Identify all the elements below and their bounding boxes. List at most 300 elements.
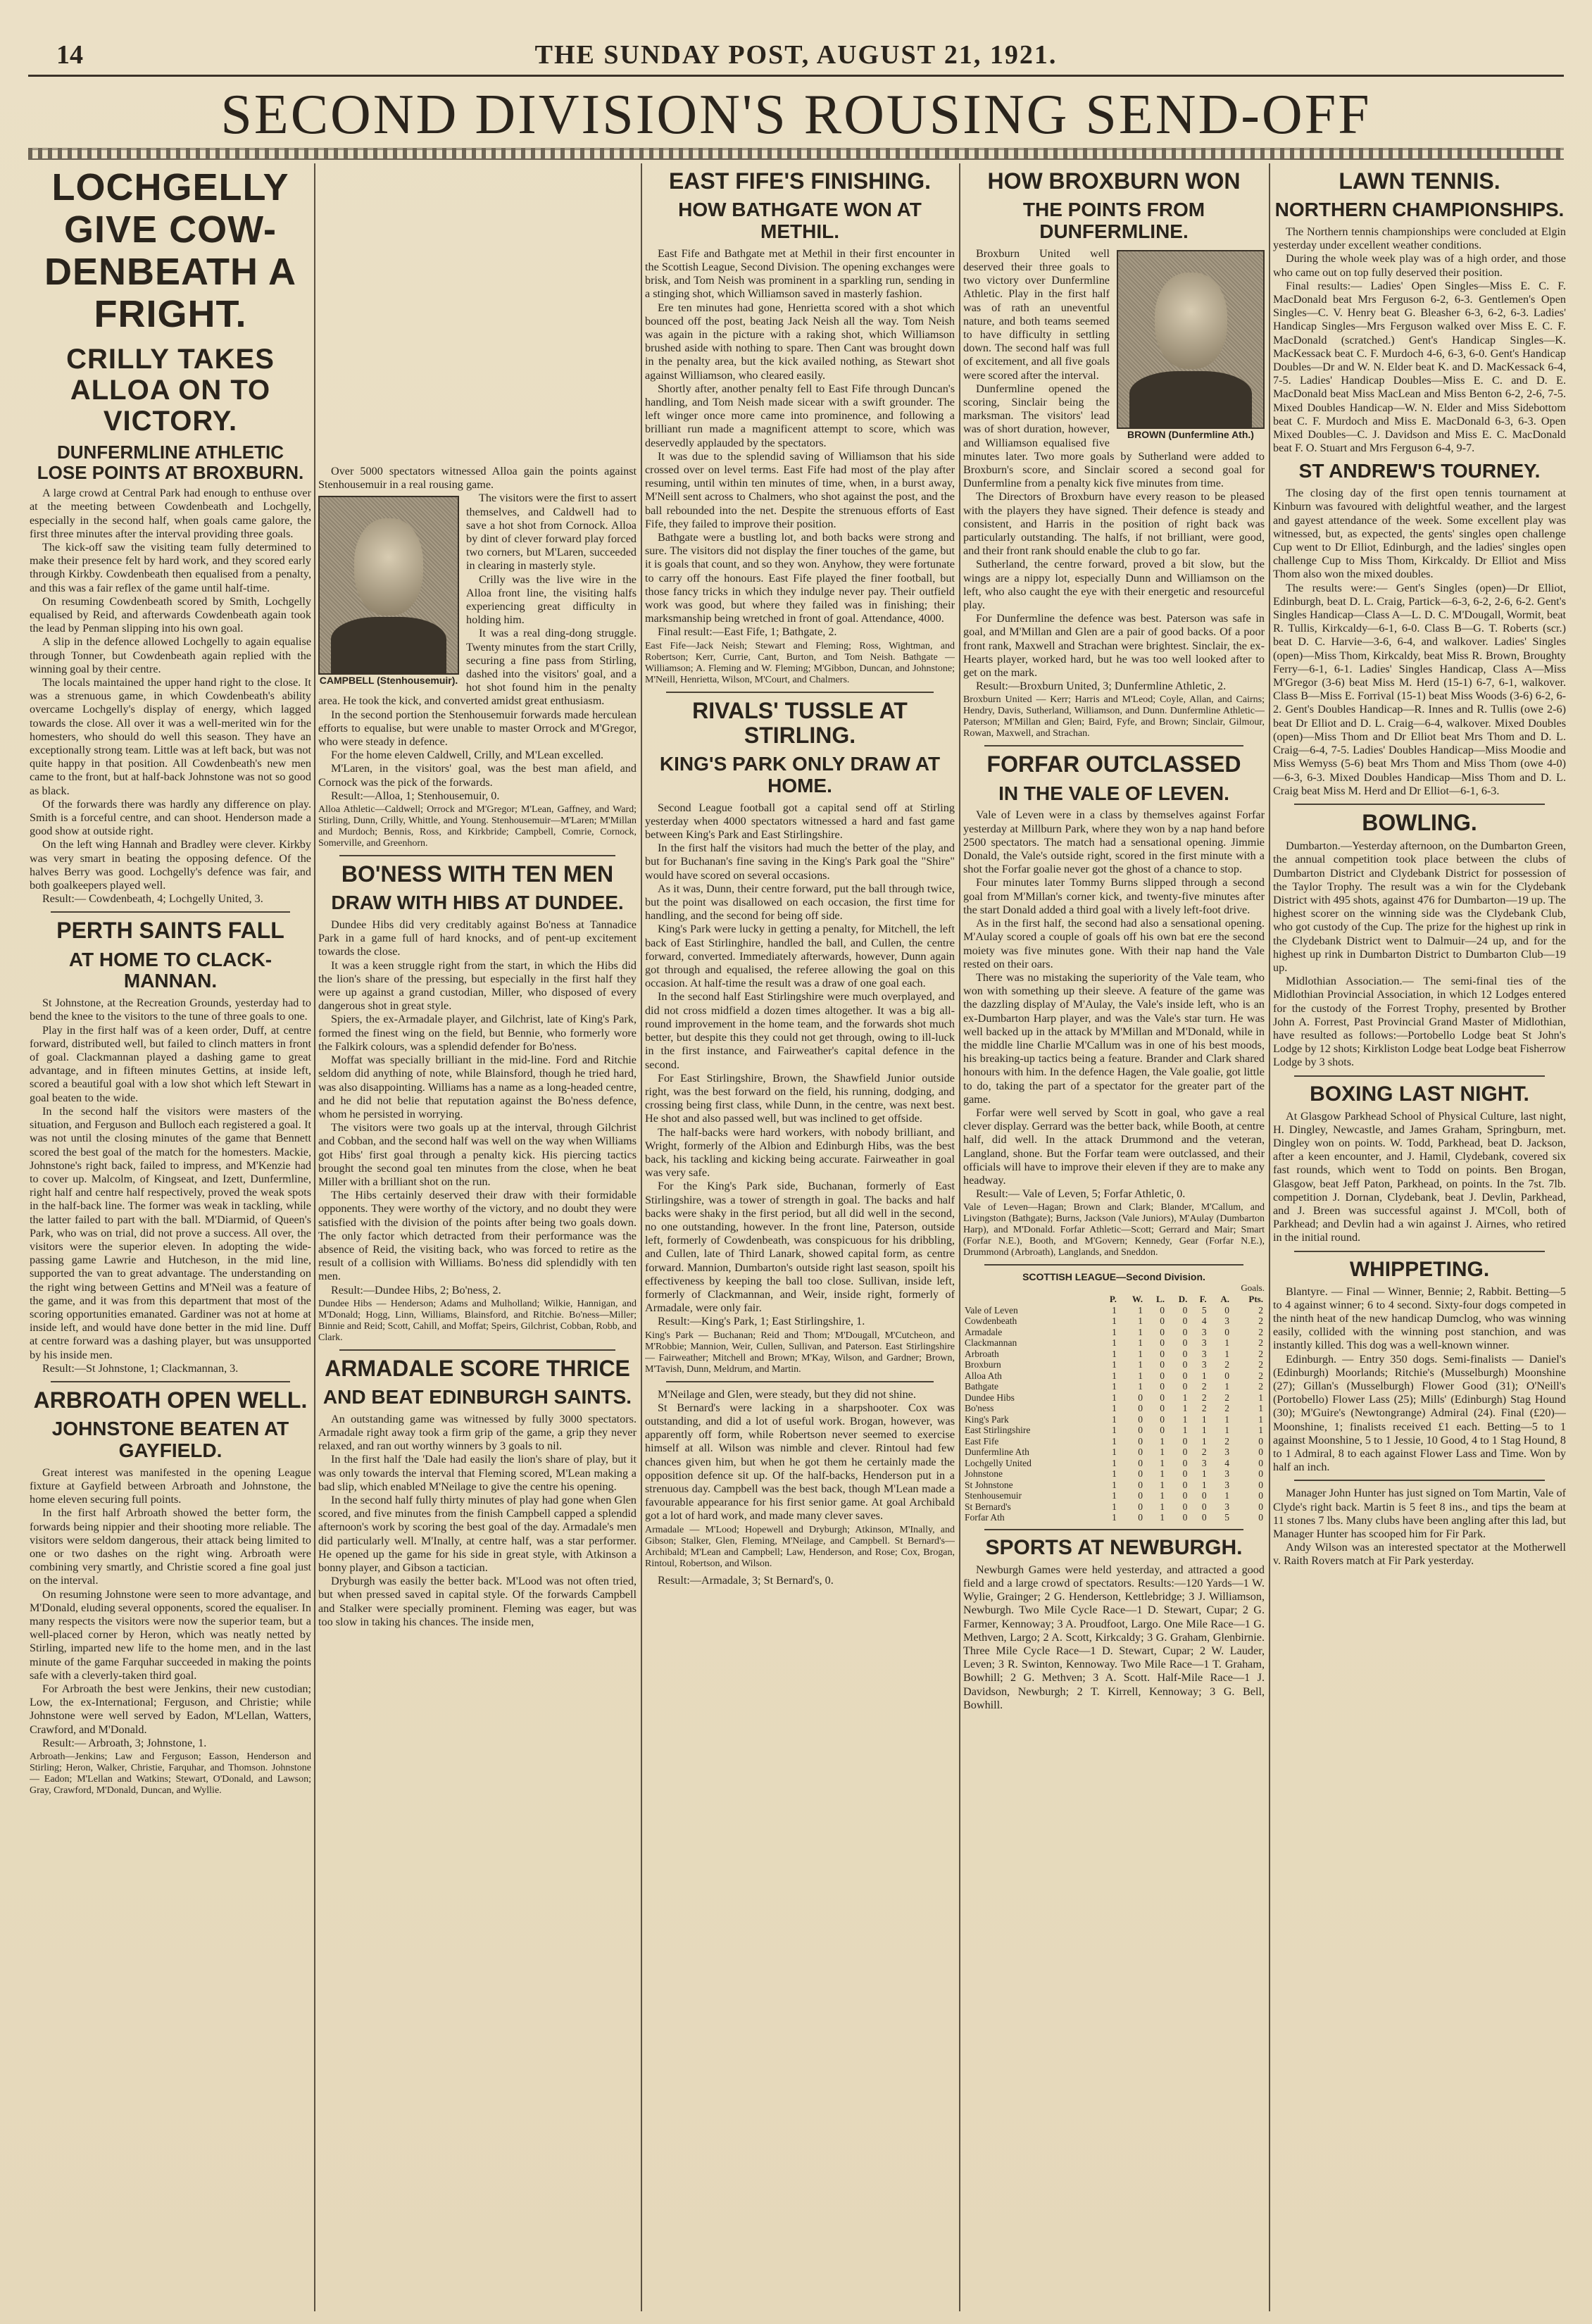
league-table-cell: 1 [1182, 1392, 1188, 1403]
league-table-row [963, 1480, 1265, 1491]
article-paragraph: For Dunfermline the defence was best. Paterson was safe in goal, and M'Millan and Glen are a pair of good backs. Of a poor front rank, Maxwell and Strachan were brightest. Sinclair, the ex-Hearts player, worked hard, but he was too well looked after to get on the mark. [963, 612, 1265, 680]
divider [51, 911, 290, 913]
league-table-cell: 0 [1138, 1403, 1143, 1414]
article-paragraph: As it was, Dunn, their centre forward, put the ball through twice, but the point was disallowed on each occasion, the first time for handling, and the second for being off side. [645, 882, 955, 923]
article-paragraph: For the King's Park side, Buchanan, formerly of East Stirlingshire, was a tower of strength in goal. The backs and half backs were shaky in the first period, but all did well in the second, no one outstanding, however. In the front line, Paterson, outside left, formerly of Cowdenbeath, was conspicuous for his dribbling, and Cullen, late of Third Lanark, showed capital form, as centre forward. Mannion, Dumbarton's outside right last season, spoilt his effectiveness by keeping the ball too close. Sullivan, inside left, formerly of Clackmannan, and Weir, inside right, formerly of Armadale, were only fair. [645, 1180, 955, 1315]
divider [1294, 1075, 1545, 1077]
league-table-cell: 1 [1138, 1348, 1143, 1359]
league-team-name: East Fife [965, 1435, 999, 1447]
article-paragraph: Bathgate were a bustling lot, and both backs were strong and sure. The visitors did not display the finer touches of the game, but it is goals that count, and so they won. Anyhow, they were fortunate to carry off the honours. East Fife played the finer football, but those fancy tricks in which they indulge never pay. Their outfield work was good, but where they failed was in finishing; their marksmanship being wretched in front of goal. Attendance, 4000. [645, 531, 955, 625]
article-paragraph: The locals maintained the upper hand right to the close. It was a strenuous game, in which Cowdenbeath's ability overcame Lochgelly's display of energy, which lagged towards the close. All over it was a well-merited win for the homesters, who should do well this season. They have an exceptionally strong team. Little was at left back, but was not quite happy in that position. All Cowdenbeath's new men came to the front, but at half-back Johnstone was not so good as black. [30, 676, 311, 797]
league-table-goals-label: Goals. [1241, 1282, 1265, 1294]
league-team-name: Broxburn [965, 1359, 1001, 1370]
masthead [56, 39, 1536, 70]
league-table-cell: 1 [1138, 1304, 1143, 1316]
league-table-cell: 4 [1224, 1457, 1230, 1468]
league-team-name: Johnstone [965, 1468, 1003, 1480]
column-3 [645, 163, 955, 2311]
league-team-name: Vale of Leven [965, 1304, 1018, 1316]
article-paragraph: Over 5000 spectators witnessed Alloa gain the points against Stenhousemuir in a real rousing game. [318, 465, 637, 492]
article-paragraph: Second League football got a capital send off at Stirling yesterday when 4000 spectators witnessed a hard and fast game between King's Park and East Stirlingshire. [645, 801, 955, 842]
league-table-cell: 2 [1258, 1348, 1263, 1359]
article-paragraph: The half-backs were hard workers, with nobody brilliant, and Wright, formerly of the Albion and Edinburgh Hibs, was the best back, his tackling and kicking being accurate. Fairweather in goal was very safe. [645, 1125, 955, 1180]
league-table-cell: 0 [1160, 1359, 1165, 1370]
league-table-cell: 1 [1138, 1316, 1143, 1327]
league-table-cell: 0 [1138, 1468, 1143, 1480]
league-team-name: Clackmannan [965, 1337, 1017, 1349]
photo-block [963, 247, 1265, 491]
league-table-cell: 1 [1201, 1479, 1207, 1490]
league-table-cell: 5 [1201, 1304, 1207, 1316]
league-table-cell: 1 [1201, 1425, 1207, 1436]
headline-newburgh: SPORTS AT NEWBURGH. [985, 1535, 1243, 1559]
league-table-cell: 1 [1138, 1370, 1143, 1381]
article-paragraph: St Bernard's were lacking in a sharpshooter. Cox was outstanding, and did a lot of useful work. Brogan, however, was apparently off form, while Robertson never seemed to exercise himself at all. Wilson was nimble and clever. Rintoul had few chances given him, but when he got them he certainly made the opposition defence sit up. Of the half-backs, Henderson put in a strenuous day. Campbell was the best back, though M'Lean made a favourable appearance for his first senior game. At goal Archibald got a lot of hard work, and made many clever saves. [645, 1401, 955, 1523]
article-paragraph: On resuming Cowdenbeath scored by Smith, Lochgelly equalised by Reid, and afterwards Cowdenbeath again took the lead by Penman slipping into his own goal. [30, 594, 311, 635]
league-table-cell: 0 [1160, 1348, 1165, 1359]
league-table-cell: 0 [1182, 1490, 1188, 1501]
portrait-photo [318, 496, 459, 675]
league-table-cell: 1 [1160, 1457, 1165, 1468]
photo-caption: BROWN (Dunfermline Ath.) [1127, 428, 1254, 440]
league-table-row [963, 1316, 1265, 1327]
match-result: Result:— Cowdenbeath, 4; Lochgelly United, 3. [42, 892, 263, 906]
article-paragraph: The Directors of Broxburn have every reason to be pleased with the players they have signed. Their defence is steady and consistent, and Harris in the position of right back was particularly outstanding. The halfs, if not brilliant, were good, and their front rank should enable the club to go far. [963, 490, 1265, 558]
article-paragraph: In the second portion the Stenhousemuir forwards made herculean efforts to equalise, but were unable to master Orrock and M'Gregor, who were steady in defence. [318, 708, 637, 749]
league-table-row [963, 1392, 1265, 1404]
article-paragraph: A slip in the defence allowed Lochgelly to again equalise through Tonner, but Cowdenbeath again replied with the winning goal by their centre. [30, 635, 311, 675]
article-paragraph: Forfar were well served by Scott in goal, who gave a real clever display. Gerrard was the better back, while Booth, at centre half, did well. In the attack Drummond and the veteran, Langland, shone. But the Forfar team were outclassed, and their officials will have to improve their eleven if they are to make any headway. [963, 1106, 1265, 1187]
headline-armadale: ARMADALE SCORE THRICE [325, 1355, 630, 1381]
article-paragraph: Manager John Hunter has just signed on Tom Martin, Vale of Clyde's right back. Martin is 5 feet 8 ins., and tips the beam at 11 stones 7 lbs. Many clubs have been angling after this lad, but Manager Hunter has scooped him for Fir Park. [1273, 1487, 1566, 1541]
article-paragraph: Dunfermline opened the scoring, Sinclair being the marksman. The visitors' lead was of short duration, however, and Williamson equalised five minutes later. Two more goals by Sutherland were added to Broxburn's score, and Sinclair scored a second goal for Dunfermline from a penalty kick five minutes from time. [963, 382, 1265, 490]
league-table-header-cell: W. [1132, 1294, 1143, 1305]
league-table-cell: 2 [1258, 1370, 1263, 1381]
league-table-cell: 3 [1224, 1479, 1230, 1490]
league-table-cell: 0 [1224, 1304, 1230, 1316]
article-paragraph: In the second half fully thirty minutes of play had gone when Glen scored, and five minutes from the finish Campbell capped a splendid afternoon's work by scoring the best goal of the day. Armadale's men did particularly well. M'Inally, at centre half, was a star performer. He opened up the game for his side in great style, with Atkinson a bonny player, and Gibson a tactician. [318, 1493, 637, 1574]
league-table-cell: 1 [1224, 1413, 1230, 1425]
headline-arbroath: ARBROATH OPEN WELL. [33, 1387, 308, 1413]
league-table-cell: 2 [1258, 1304, 1263, 1316]
league-table-cell: 0 [1160, 1304, 1165, 1316]
league-table-cell: 0 [1160, 1425, 1165, 1436]
league-table-row [963, 1490, 1265, 1501]
league-team-name: St Johnstone [965, 1479, 1013, 1490]
league-table-cell: 0 [1182, 1359, 1188, 1370]
article-paragraph: The Northern tennis championships were concluded at Elgin yesterday under excellent weather conditions. [1273, 225, 1566, 252]
article-paragraph: The results were:— Gent's Singles (open)—Dr Elliot, Edinburgh, beat D. L. Craig, Partick—6-3, 6-2, 2-6, 6-2. Gent's Singles Handicap—Class A—L. D. C. M'Dougall, Wormit, beat R. Tullis, Kirkcaldy—6-1, 6-0. Class B—G. T. Roberts (scr.) beat D. C. Harvie—3-6, 6-4, and walkover. Ladies' Singles (open)—Miss Thom, Kirkcaldy, beat Miss R. Brown, Broughty Ferry—6-1, 6-1. Ladies' Singles Handicap, Class A—Miss M'Gregor (3-6) beat Miss M. Herd (15-1) 6-7, 6-1, walkover. Class B—Miss E. Forrival (15-1) beat Miss Woods (3-6) 6-2, 6-2. Gent's Doubles Handicap—R. Innes and R. Tullis (owe 2-6) beat Dr Elliot and D. L. Craig—6-4, walkover. Mixed Doubles (open)—Miss Thom and Dr Elliot beat Mrs Thom and D. L. Craig—6-4, 7-5. Ladies' Doubles Handicap—Miss Moodie and Miss Wemyss (5-6) beat Mrs Thom and Miss Thom (owe 4-0)—6-3, 6-3. Mixed Doubles Handicap—Miss Thom and D. L. Craig beat Miss M. Herd and Dr Elliot—6-1, 6-3. [1273, 581, 1566, 797]
league-table-cell: 0 [1258, 1447, 1263, 1458]
league-table-cell: 2 [1258, 1326, 1263, 1337]
league-table-cell: 1 [1182, 1403, 1188, 1414]
column-4 [963, 163, 1265, 2311]
league-table-cell: 1 [1112, 1348, 1117, 1359]
league-team-name: Alloa Ath [965, 1370, 1002, 1381]
ornamental-border [28, 148, 1564, 160]
league-table-cell: 1 [1112, 1337, 1117, 1349]
league-table-header-cell [963, 1294, 1099, 1305]
league-table-cell: 0 [1160, 1392, 1165, 1403]
league-table-cell: 0 [1160, 1316, 1165, 1327]
league-table-row [963, 1403, 1265, 1414]
league-table-cell: 0 [1224, 1370, 1230, 1381]
league-table-header-cell: F. [1199, 1294, 1207, 1305]
league-table-cell: 1 [1258, 1425, 1263, 1436]
article-paragraph: In the second half the visitors were masters of the situation, and Ferguson and Bulloch each registered a goal. It was not until the closing minutes of the game that Bennett scored the best goal of the match for the homesters. Mackie, Johnstone's right back, failed to impress, and M'Kenzie had to cover up. Malcolm, of Kingseat, and Izett, Dunfermline, right half and centre half respectively, proved the weak spots in the half-back line. The former was weak in tackling, while the latter failed to part with the ball. M'Diarmid, of Queen's Park, who was on trial, did not prove a success. All over, the visitors were the superior eleven. In adopting the wide-passing game Lawrie and Hutcheson, in the mid line, supported the van to great advantage. The understanding on the right wing between Gettins and M'Neil was a feature of the game, and it was from this department that most of the scoring opportunities emanated. Gardiner was not at home at inside left, and would have done better in the mid line. Duff at centre forward was a dashing player, but was unsupported by his inside men. [30, 1104, 311, 1361]
divider [51, 1381, 290, 1382]
league-table-cell: 1 [1201, 1468, 1207, 1480]
league-table-cell: 0 [1160, 1413, 1165, 1425]
league-team-name: King's Park [965, 1413, 1009, 1425]
league-table-cell: 1 [1138, 1326, 1143, 1337]
divider [666, 692, 934, 693]
league-table-cell: 1 [1160, 1447, 1165, 1458]
league-table-header-cell: A. [1220, 1294, 1230, 1305]
divider [1294, 804, 1545, 805]
league-table-cell: 1 [1112, 1413, 1117, 1425]
league-table-cell: 2 [1258, 1359, 1263, 1370]
column-1 [30, 163, 311, 2311]
league-table-cell: 0 [1201, 1490, 1207, 1501]
team-lineups: Arbroath—Jenkins; Law and Ferguson; Easson, Henderson and Stirling; Heron, Walker, Christie, Farquhar, and Thomson. Johnstone — Eadon; M'Lellan and Watkins; Stewart, O'Donald, and Lawson; Gray, Crawford, M'Donald, Duncan, and Wyllie. [30, 1751, 311, 1796]
league-table-cell: 3 [1201, 1326, 1207, 1337]
league-table-cell: 1 [1201, 1435, 1207, 1447]
article-paragraph: Four minutes later Tommy Burns slipped through a second goal from M'Millan's corner kick, and twenty-five minutes after the start Donald added a third goal with a lively left-foot drive. [963, 876, 1265, 916]
subhead-dundee: DRAW WITH HIBS AT DUNDEE. [331, 892, 624, 914]
league-table-cell: 1 [1201, 1370, 1207, 1381]
headline-eastfife: EAST FIFE'S FINISHING. [668, 168, 932, 194]
portrait-photo [1117, 250, 1265, 429]
subhead-northern: NORTHERN CHAMPIONSHIPS. [1274, 199, 1565, 221]
subhead-dunfermline: DUNFERMLINE ATHLETIC LOSE POINTS AT BROXBURN. [37, 442, 304, 483]
league-table-cell: 3 [1224, 1468, 1230, 1480]
article-paragraph: A large crowd at Central Park had enough to enthuse over at the meeting between Cowdenbeath and Lochgelly, especially in the second half, when goals came galore, the first three minutes after the interval providing three goals. [30, 487, 311, 540]
league-table-cell: 1 [1112, 1403, 1117, 1414]
subhead-kingspark: KING'S PARK ONLY DRAW AT HOME. [659, 753, 941, 796]
match-result: Final result:—East Fife, 1; Bathgate, 2. [658, 625, 837, 639]
league-table-cell: 0 [1182, 1370, 1188, 1381]
league-table-cell: 0 [1182, 1304, 1188, 1316]
league-table-cell: 1 [1112, 1392, 1117, 1403]
headline-standrews: ST ANDREW'S TOURNEY. [1298, 460, 1541, 482]
league-table-row [963, 1447, 1265, 1458]
article-paragraph: In the first half Arbroath showed the better form, the forwards being nippier and their shooting more reliable. The visitors were seldom dangerous, their attack being limited to one or two dashes on the right wing. Arbroath were combining very smartly, and Christie scored a fine goal just on the interval. [30, 1506, 311, 1587]
divider [339, 855, 615, 856]
league-table-cell: 0 [1182, 1457, 1188, 1468]
league-table-cell: 1 [1112, 1457, 1117, 1468]
league-table-cell: 0 [1201, 1512, 1207, 1523]
league-table-cell: 0 [1160, 1403, 1165, 1414]
league-table-row [963, 1414, 1265, 1425]
league-table-cell: 0 [1138, 1501, 1143, 1512]
masthead-rule [28, 75, 1564, 77]
match-result: Result:—St Johnstone, 1; Clackmannan, 3. [42, 1361, 239, 1375]
league-table-cell: 1 [1112, 1435, 1117, 1447]
headline-tennis: LAWN TENNIS. [1339, 168, 1500, 194]
league-table-cell: 1 [1160, 1501, 1165, 1512]
league-table-cell: 1 [1112, 1468, 1117, 1480]
headline-boness: BO'NESS WITH TEN MEN [341, 861, 614, 887]
league-table-header-cell: P. [1109, 1294, 1117, 1305]
column-5 [1273, 163, 1566, 2311]
league-table-header-cell: D. [1178, 1294, 1188, 1305]
league-table-cell: 1 [1258, 1403, 1263, 1414]
league-table-cell: 0 [1258, 1479, 1263, 1490]
article-paragraph: The Hibs certainly deserved their draw with their formidable opponents. They were worthy of the victory, and no doubt they were satisfied with the division of the points after being two goals down. The only factor which detracted from their performance was the absence of Reid, the visiting back, who was forced to retire as the result of a collision with Williams. Bo'ness did splendidly with ten men. [318, 1189, 637, 1283]
article-paragraph: Moffat was specially brilliant in the mid-line. Ford and Ritchie seldom did anything of note, while Blainsford, though he tried hard, was also disappointing. Williams has a name as a long-headed centre, and he did not belie that reputation against the Bo'ness defence, whom he persisted in worrying. [318, 1054, 637, 1120]
league-table-cell: 0 [1138, 1413, 1143, 1425]
league-team-name: Cowdenbeath [965, 1316, 1017, 1327]
league-table-row [963, 1501, 1265, 1513]
league-team-name: Forfar Ath [965, 1512, 1005, 1523]
match-result: Result:— Vale of Leven, 5; Forfar Athletic, 0. [976, 1187, 1186, 1201]
article-paragraph: Vale of Leven were in a class by themselves against Forfar yesterday at Millburn Park, where they won by a nap hand before 2500 spectators. The match had a sensational opening. Jimmie Donald, the Vale's outside right, scored in the first minute with a shot the Forfar goalie never got the ghost of a chance to stop. [963, 808, 1265, 876]
subhead-clackmannan: AT HOME TO CLACK-MANNAN. [68, 948, 272, 992]
article-paragraph: Play in the first half was of a keen order, Duff, at centre forward, distributed well, but failed to clinch matters in front of goal. Clackmannan played a dashing game to great advantage, and in fifteen minutes Gettins, at inside left, scored a beautiful goal with a low shot which left Stewart in goal beaten to the wide. [30, 1023, 311, 1104]
article-paragraph: Ere ten minutes had gone, Henrietta scored with a shot which bounced off the post, beating Jack Neish all the way. Tom Neish was again in the picture with a raking shot, which Williamson brushed aside with nothing to spare. Then Cant was brought down in the penalty area, but the kick availed nothing, as Stewart shot against Williamson, who cleared easily. [645, 301, 955, 382]
league-table-title: SCOTTISH LEAGUE—Second Division. [1022, 1271, 1205, 1283]
article-paragraph: Great interest was manifested in the opening League fixture at Gayfield between Arbroath and Johnstone, the home eleven securing full points. [30, 1466, 311, 1506]
article-paragraph: It was a real ding-dong struggle. Twenty minutes from the start Crilly, securing a fine pass from Stirling, dashed into the visitors' goal, and a hot shot found him in the penalty area. He took the kick, and converted amidst great enthusiasm. [318, 627, 637, 708]
article-paragraph: Dryburgh was easily the better back. M'Lood was not often tried, but when pressed saved in capital style. Of the forwards Campbell and Stalker were specially prominent. Fleming was eager, but was too slow in taking his chances. The inside men, [318, 1575, 637, 1628]
match-result: Result:—Armadale, 3; St Bernard's, 0. [658, 1573, 834, 1587]
league-table-cell: 1 [1138, 1337, 1143, 1349]
article-paragraph: In the first half the visitors had much the better of the play, and but for Buchanan's fine saving in the King's Park goal the "Shire" would have scored on several occasions. [645, 842, 955, 882]
article-paragraph: M'Laren, in the visitors' goal, was the best man afield, and Cornock was the pick of the forwards. [318, 762, 637, 789]
article-paragraph: In the second half East Stirlingshire were much overplayed, and did not cross midfield a dozen times altogether. It was a big all-round improvement in the home team, and the forwards shot much better, but despite this they could not get through, owing to ill-luck in the first instance, and Fairweather's capital defence in the second. [645, 990, 955, 1071]
league-table-header-cell: Pts. [1248, 1294, 1263, 1305]
league-table-cell: 1 [1224, 1337, 1230, 1349]
league-table [963, 1294, 1265, 1523]
column-rule [959, 163, 960, 2311]
subhead-bathgate: HOW BATHGATE WON AT METHIL. [678, 199, 922, 242]
article-paragraph: Spiers, the ex-Armadale player, and Gilchrist, late of King's Park, formed the finest wing on the field, but Bennie, who formerly wore the Falkirk colours, was a splendid defender for Bo'ness. [318, 1013, 637, 1053]
league-table-row [963, 1305, 1265, 1316]
league-table-cell: 2 [1224, 1359, 1230, 1370]
article-paragraph: Edinburgh. — Entry 350 dogs. Semi-finalists — Daniel's (Edinburgh) Moorlands; Ritchie's (Musselburgh) Moonshine (27); Gillan's (Musselburgh) Flower Good (31); O'Neill's (Portobello) Flower Lass (25); Mills' (Edinburgh) Stag Hound (30); M'Guire's (Newtongrange) Admiral (24). Final (£20)—Moonshine, 1; finalists received £1 each. Betting—5 to 1 against Moonshine, 5 to 1 Jessie, 10 Good, 4 to 1 Stag Hound, 8 to 1 Admiral, 8 to each against Flower Lass and Time. Won by half an inch. [1273, 1352, 1566, 1474]
league-team-name: Stenhousemuir [965, 1490, 1022, 1501]
subhead-crilly: CRILLY TAKES ALLOA ON TO VICTORY. [66, 344, 275, 437]
league-table-cell: 0 [1182, 1326, 1188, 1337]
team-lineups: Armadale — M'Lood; Hopewell and Dryburgh; Atkinson, M'Inally, and Gibson; Stalker, Glen, Fleming, M'Neilage, and Campbell. St Bernard's—Archibald; M'Lean and Campbell; Law, Henderson, and Rose; Cox, Brogan, Rintoul, Robertson, and Wilson. [645, 1524, 955, 1569]
subhead-johnstone: JOHNSTONE BEATEN AT GAYFIELD. [51, 1418, 289, 1461]
league-table-row [963, 1349, 1265, 1360]
photo-block [318, 492, 637, 708]
league-table-cell: 1 [1112, 1370, 1117, 1381]
headline-broxburn: HOW BROXBURN WON [987, 168, 1241, 194]
article-paragraph: Crilly was the live wire in the Alloa front line, the visiting halfs experiencing great difficulty in holding him. [466, 573, 637, 627]
league-table-cell: 1 [1160, 1468, 1165, 1480]
subhead-dunfermline: THE POINTS FROM DUNFERMLINE. [1022, 199, 1205, 242]
league-table-row [963, 1337, 1265, 1349]
article-paragraph: For Arbroath the best were Jenkins, their new custodian; Low, the ex-International; Ferguson, and Christie; while Johnstone were well served by Eadon, M'Lellan, Watters, Crawford, and M'Donald. [30, 1682, 311, 1736]
league-table-cell: 0 [1258, 1435, 1263, 1447]
league-table-cell: 0 [1182, 1337, 1188, 1349]
article-paragraph: For East Stirlingshire, Brown, the Shawfield Junior outside right, was the best forward on the field, his running, dodging, and crossing being first class, while Dunn, in the centre, was next best. He shot and also passed well, but was inclined to get offside. [645, 1071, 955, 1125]
league-team-name: Dunfermline Ath [965, 1447, 1029, 1458]
league-table-cell: 0 [1160, 1326, 1165, 1337]
league-team-name: East Stirlingshire [965, 1425, 1031, 1436]
match-result: Result:—Alloa, 1; Stenhousemuir, 0. [331, 789, 500, 802]
league-table-cell: 0 [1138, 1425, 1143, 1436]
match-result: Result:—Broxburn United, 3; Dunfermline Athletic, 2. [976, 680, 1227, 693]
league-table-cell: 1 [1160, 1435, 1165, 1447]
article-paragraph: The visitors were the first to assert themselves, and Caldwell had to save a hot shot from Cornock. Alloa by dint of clever forward play forced two corners, but M'Laren, succeeded in clearing in masterly style. [466, 492, 637, 573]
league-table-header-cell: L. [1156, 1294, 1165, 1305]
league-team-name: St Bernard's [965, 1501, 1011, 1512]
team-lineups: King's Park — Buchanan; Reid and Thom; M'Dougall, M'Cutcheon, and M'Robbie; Mannion, Weir, Cullen, Sullivan, and Paterson. East Stirlingshire — Fairweather; Mitchell and Brown; M'Kay, Wilson, and Gardner; Brown, M'Tavish, Dunn, Meldrum, and Martin. [645, 1330, 955, 1375]
team-lineups: Dundee Hibs — Henderson; Adams and Mulholland; Wilkie, Hannigan, and M'Donald; Hogg, Linn, Williams, Blainsford, and Ritchie. Bo'ness—Miller; Binnie and Reid; Scott, Cahill, and Moffat; Speirs, Gilchrist, Cobban, Robb, and Clark. [318, 1298, 637, 1343]
league-table-cell: 1 [1112, 1425, 1117, 1436]
league-table-row [963, 1370, 1265, 1382]
headline-forfar: FORFAR OUTCLASSED [986, 751, 1241, 777]
league-table-cell: 2 [1258, 1381, 1263, 1392]
league-table-cell: 0 [1182, 1348, 1188, 1359]
article-paragraph: On resuming Johnstone were seen to more advantage, and M'Donald, eluding several opponents, scored the equaliser. In many respects the visitors were now the superior team, but a well-placed corner by Heron, which was neatly netted by Stirling, imparted new life to the home men, and in the last minute of the game Farquhar succeeded in making the points safe with a cleverly-taken third goal. [30, 1587, 311, 1682]
league-table-cell: 1 [1224, 1381, 1230, 1392]
league-table-cell: 2 [1201, 1403, 1207, 1414]
league-table-cell: 2 [1224, 1403, 1230, 1414]
league-table-row [963, 1381, 1265, 1392]
league-table-cell: 3 [1201, 1348, 1207, 1359]
divider [984, 1264, 1243, 1266]
article-paragraph: The visitors were two goals up at the interval, through Gilchrist and Cobban, and the second half was well on the way when Williams got Hibs' first goal through a penalty kick. His piercing tactics brought the second goal ten minutes from the close, when he beat Miller with a brilliant shot on the run. [318, 1121, 637, 1188]
headline-whippeting: WHIPPETING. [1349, 1257, 1490, 1281]
league-table-cell: 1 [1138, 1381, 1143, 1392]
subhead-saints: AND BEAT EDINBURGH SAINTS. [322, 1385, 632, 1408]
photo-figure [1117, 250, 1265, 440]
league-table-row [963, 1359, 1265, 1370]
article-paragraph: Of the forwards there was hardly any difference on play. Smith is a forceful centre, and can shoot. Henderson made a good show at outside right. [30, 797, 311, 838]
article-paragraph: M'Neilage and Glen, were steady, but they did not shine. [658, 1387, 916, 1401]
league-table-cell: 1 [1112, 1501, 1117, 1512]
league-table-cell: 1 [1224, 1348, 1230, 1359]
league-table-cell: 2 [1201, 1381, 1207, 1392]
league-table-cell: 0 [1182, 1512, 1188, 1523]
league-table-cell: 0 [1182, 1447, 1188, 1458]
league-table-cell: 2 [1201, 1392, 1207, 1403]
divider [984, 745, 1243, 746]
league-table-cell: 3 [1201, 1359, 1207, 1370]
headline-rivals: RIVALS' TUSSLE AT STIRLING. [692, 697, 908, 748]
divider [1294, 1251, 1545, 1252]
match-result: Result:— Arbroath, 3; Johnstone, 1. [42, 1736, 207, 1749]
article-paragraph: East Fife and Bathgate met at Methil in their first encounter in the Scottish League, Second Division. The opening exchanges were brisk, and Tom Neish was prominent in a sparkling run, sending in a stinging shot, which Williamson saved in masterly fashion. [645, 246, 955, 301]
league-table-cell: 1 [1112, 1304, 1117, 1316]
league-table-cell: 2 [1258, 1337, 1263, 1349]
article-paragraph: The kick-off saw the visiting team fully determined to make their presence felt by hard work, and they scored early through Kirkby. Cowdenbeath then equalised from a penalty, and this was a fair reflex of the game until half-time. [30, 541, 311, 594]
league-team-name: Bo'ness [965, 1403, 994, 1414]
league-table-cell: 2 [1224, 1435, 1230, 1447]
article-paragraph: As in the first half, the second had also a sensational opening. M'Aulay scored a couple of goals off his own bat ere the second moiety was five minutes gone. With their nap hand the Vale rested on their oars. [963, 917, 1265, 970]
photo-figure [318, 496, 459, 686]
league-table-cell: 1 [1224, 1425, 1230, 1436]
article-paragraph: Dundee Hibs did very creditably against Bo'ness at Tannadice Park in a game full of hard knocks, and of pent-up excitement towards the close. [318, 918, 637, 958]
league-table-cell: 0 [1138, 1490, 1143, 1501]
divider [984, 1529, 1243, 1530]
league-table-cell: 0 [1138, 1457, 1143, 1468]
league-table-cell: 0 [1182, 1381, 1188, 1392]
league-table-row [963, 1327, 1265, 1338]
league-table-cell: 1 [1112, 1490, 1117, 1501]
article-paragraph: Broxburn United well deserved their three goals to two victory over Dunfermline Athletic. Play in the first half was of rath an uneventful nature, and both teams seemed to have difficulty in settling down. The second half was full of excitement, and all five goals were scored after the interval. [963, 246, 1110, 382]
league-table-cell: 0 [1138, 1392, 1143, 1403]
page-banner-headline: SECOND DIVISION'S ROUSING SEND-OFF [220, 84, 1372, 146]
league-team-name: Dundee Hibs [965, 1392, 1015, 1403]
league-table-cell: 0 [1138, 1512, 1143, 1523]
league-table-cell: 3 [1224, 1447, 1230, 1458]
league-table-cell: 0 [1258, 1457, 1263, 1468]
league-table-row [963, 1458, 1265, 1469]
league-table-cell: 1 [1112, 1326, 1117, 1337]
league-table-cell: 0 [1138, 1435, 1143, 1447]
article-paragraph: For the home eleven Caldwell, Crilly, and M'Lean excelled. [331, 749, 604, 762]
match-result: Result:—King's Park, 1; East Stirlingshire, 1. [658, 1315, 865, 1328]
league-table-cell: 1 [1160, 1490, 1165, 1501]
league-table-cell: 0 [1182, 1479, 1188, 1490]
league-team-name: Bathgate [965, 1381, 998, 1392]
article-paragraph: Sutherland, the centre forward, proved a bit slow, but the wings are a nippy lot, especially Dunn and Williamson on the left, who also caught the eye with their energetic and resourceful play. [963, 558, 1265, 612]
page-number: 14 [56, 40, 83, 70]
article-paragraph: Andy Wilson was an interested spectator at the Motherwell v. Raith Rovers match at Fir Park yesterday. [1273, 1541, 1566, 1568]
league-table-cell: 3 [1224, 1316, 1230, 1327]
league-team-name: Armadale [965, 1326, 1003, 1337]
article-paragraph: In the first half the 'Dale had easily the lion's share of play, but it was only towards the interval that Fleming scored, M'Lean making a bad slip, which enabled M'Neilage to give the centre his opening. [318, 1453, 637, 1493]
headline-perth: PERTH SAINTS FALL [56, 918, 284, 944]
article-paragraph: King's Park were lucky in getting a penalty, for Mitchell, the left back of East Stirlinghire, handled the ball, and Cullen, the centre forward, converted. Immediately afterwards, however, Dunn again got through and equalised, the referee allowing the goal on this occasion. At half-time the result was a draw of one goal each. [645, 923, 955, 990]
article-paragraph: The closing day of the first open tennis tournament at Kinburn was favoured with delightful weather, and the largest and gayest attendance of the week. Some excellent play was witnessed, but, as expected, the gents' singles open challenge Cup went to Dr Elliot, Edinburgh, and the ladies' singles open challenge Cup to Miss Thom, Kirkcaldy. Dr Elliot and Miss Thom also won the mixed doubles. [1273, 487, 1566, 581]
article-paragraph: Newburgh Games were held yesterday, and attracted a good field and a large crowd of spectators. Results:—120 Yards—1 W. Wylie, Grainger; 2 G. Henderson, Kettlebridge; 3 J. Williamson, Newburgh. Two Mile Cycle Race—1 D. Stewart, Cupar; 2 G. Farmer, Kennoway; 3 A. Proudfoot, Largo. One Mile Race—1 G. Methven, Largo; 2 A. Scott, Kirkcaldy; 3 G. Graham, Glenbirnie. Three Mile Cycle Race—1 D. Stewart, Cupar; 2 W. Lauder, Leven; 3 R. Swinton, Kennoway. Two Mile Race—1 T. Graham, Bowhill; 2 G. Methven; 3 A. Scott. Half-Mile Race—1 J. Davidson, Newburgh; 2 T. Kirrell, Kennoway; 3 G. Bell, Bowhill. [963, 1563, 1265, 1711]
league-table-cell: 0 [1258, 1490, 1263, 1501]
league-table-cell: 1 [1112, 1381, 1117, 1392]
article-paragraph: On the left wing Hannah and Bradley were clever. Kirkby was very smart in beating the opposing defence. Of the halves Berry was good. Lochgelly's defence was fair, and both goalkeepers played well. [30, 838, 311, 892]
league-table-cell: 1 [1182, 1425, 1188, 1436]
article-paragraph: Midlothian Association.— The semi-final ties of the Midlothian Provincial Association, in which 12 Lodges entered for the custody of the Forrest Trophy, presented by Brother John A. Forrest, Past Provincial Grand Master of Midlothian, have resulted as follows:—Portobello Lodge beat St John's Lodge by 12 shots; Kirkliston Lodge beat Lodge beat Fisherrow Lodge by 3 shots. [1273, 975, 1566, 1069]
divider [666, 1381, 934, 1382]
league-table-cell: 1 [1160, 1479, 1165, 1490]
match-result: Result:—Dundee Hibs, 2; Bo'ness, 2. [331, 1283, 501, 1297]
league-table-cell: 1 [1182, 1413, 1188, 1425]
league-table-row [963, 1512, 1265, 1523]
league-table-cell: 0 [1138, 1479, 1143, 1490]
league-table-cell: 1 [1201, 1413, 1207, 1425]
league-table-cell: 0 [1160, 1381, 1165, 1392]
article-paragraph: An outstanding game was witnessed by fully 3000 spectators. Armadale right away took a firm grip of the game, a grip they never relaxed, and ran out worthy winners by 3 goals to nil. [318, 1412, 637, 1453]
league-table-cell: 2 [1224, 1392, 1230, 1403]
article-paragraph: Dumbarton.—Yesterday afternoon, on the Dumbarton Green, the annual competition took place between the clubs of Dumbarton District and Clydebank District for possession of the Taylor Trophy. The result was a win for the Clydebank District with 495 shots, against 476 for Dumbarton—19 up. The highest scorer on the winning side was the Clydebank Club, who got custody of the Cup. The prize for the highest up rink in the Clydebank District went to Dalmuir—24 up, and for the highest up rink in Dumbarton District to Dumbarton Club—19 up. [1273, 839, 1566, 974]
league-table-cell: 3 [1201, 1457, 1207, 1468]
league-table-header-row [963, 1294, 1265, 1305]
league-table-row [963, 1425, 1265, 1436]
team-lineups: Broxburn United — Kerr; Harris and M'Leod; Coyle, Allan, and Cairns; Hendry, Davis, Sutherland, Williamson, and Dunn. Dunfermline Athletic—Paterson; M'Millan and Glen; Baird, Fyfe, and Brown; Sinclair, Gilmour, Rowan, Maxwell, and Strachan. [963, 694, 1265, 739]
article-paragraph: It was due to the splendid saving of Williamson that his side crossed over on level terms. East Fife had most of the play after resuming, until within ten minutes of time, when, in a burst away, M'Neill sent across to Chalmers, who shot against the post, and the ball rebounded into the net. Despite the strenuous efforts of East Fife, they failed to improve their position. [645, 449, 955, 530]
article-paragraph: During the whole week play was of a high order, and those who came out on top fully deserved their position. [1273, 252, 1566, 279]
subhead-vale: IN THE VALE OF LEVEN. [998, 782, 1229, 804]
divider [339, 1349, 615, 1351]
league-table-cell: 0 [1201, 1501, 1207, 1512]
team-lineups: Alloa Athletic—Caldwell; Orrock and M'Gregor; M'Lean, Gaffney, and Ward; Stirling, Dunn, Crilly, Whittle, and Young. Stenhousemuir—M'Laren; M'Millan and Murdoch; Bennis, Ross, and Kirkbride; Campbell, Comrie, Cornock, Somerville, and Greenhorn. [318, 804, 637, 849]
league-table-cell: 4 [1201, 1316, 1207, 1327]
league-table-cell: 0 [1182, 1501, 1188, 1512]
league-table-cell: 1 [1112, 1479, 1117, 1490]
league-table-cell: 1 [1112, 1359, 1117, 1370]
league-table-cell: 1 [1258, 1392, 1263, 1403]
column-2 [318, 465, 637, 2311]
league-table-cell: 2 [1201, 1447, 1207, 1458]
league-table-cell: 0 [1224, 1326, 1230, 1337]
league-table-cell: 1 [1160, 1512, 1165, 1523]
